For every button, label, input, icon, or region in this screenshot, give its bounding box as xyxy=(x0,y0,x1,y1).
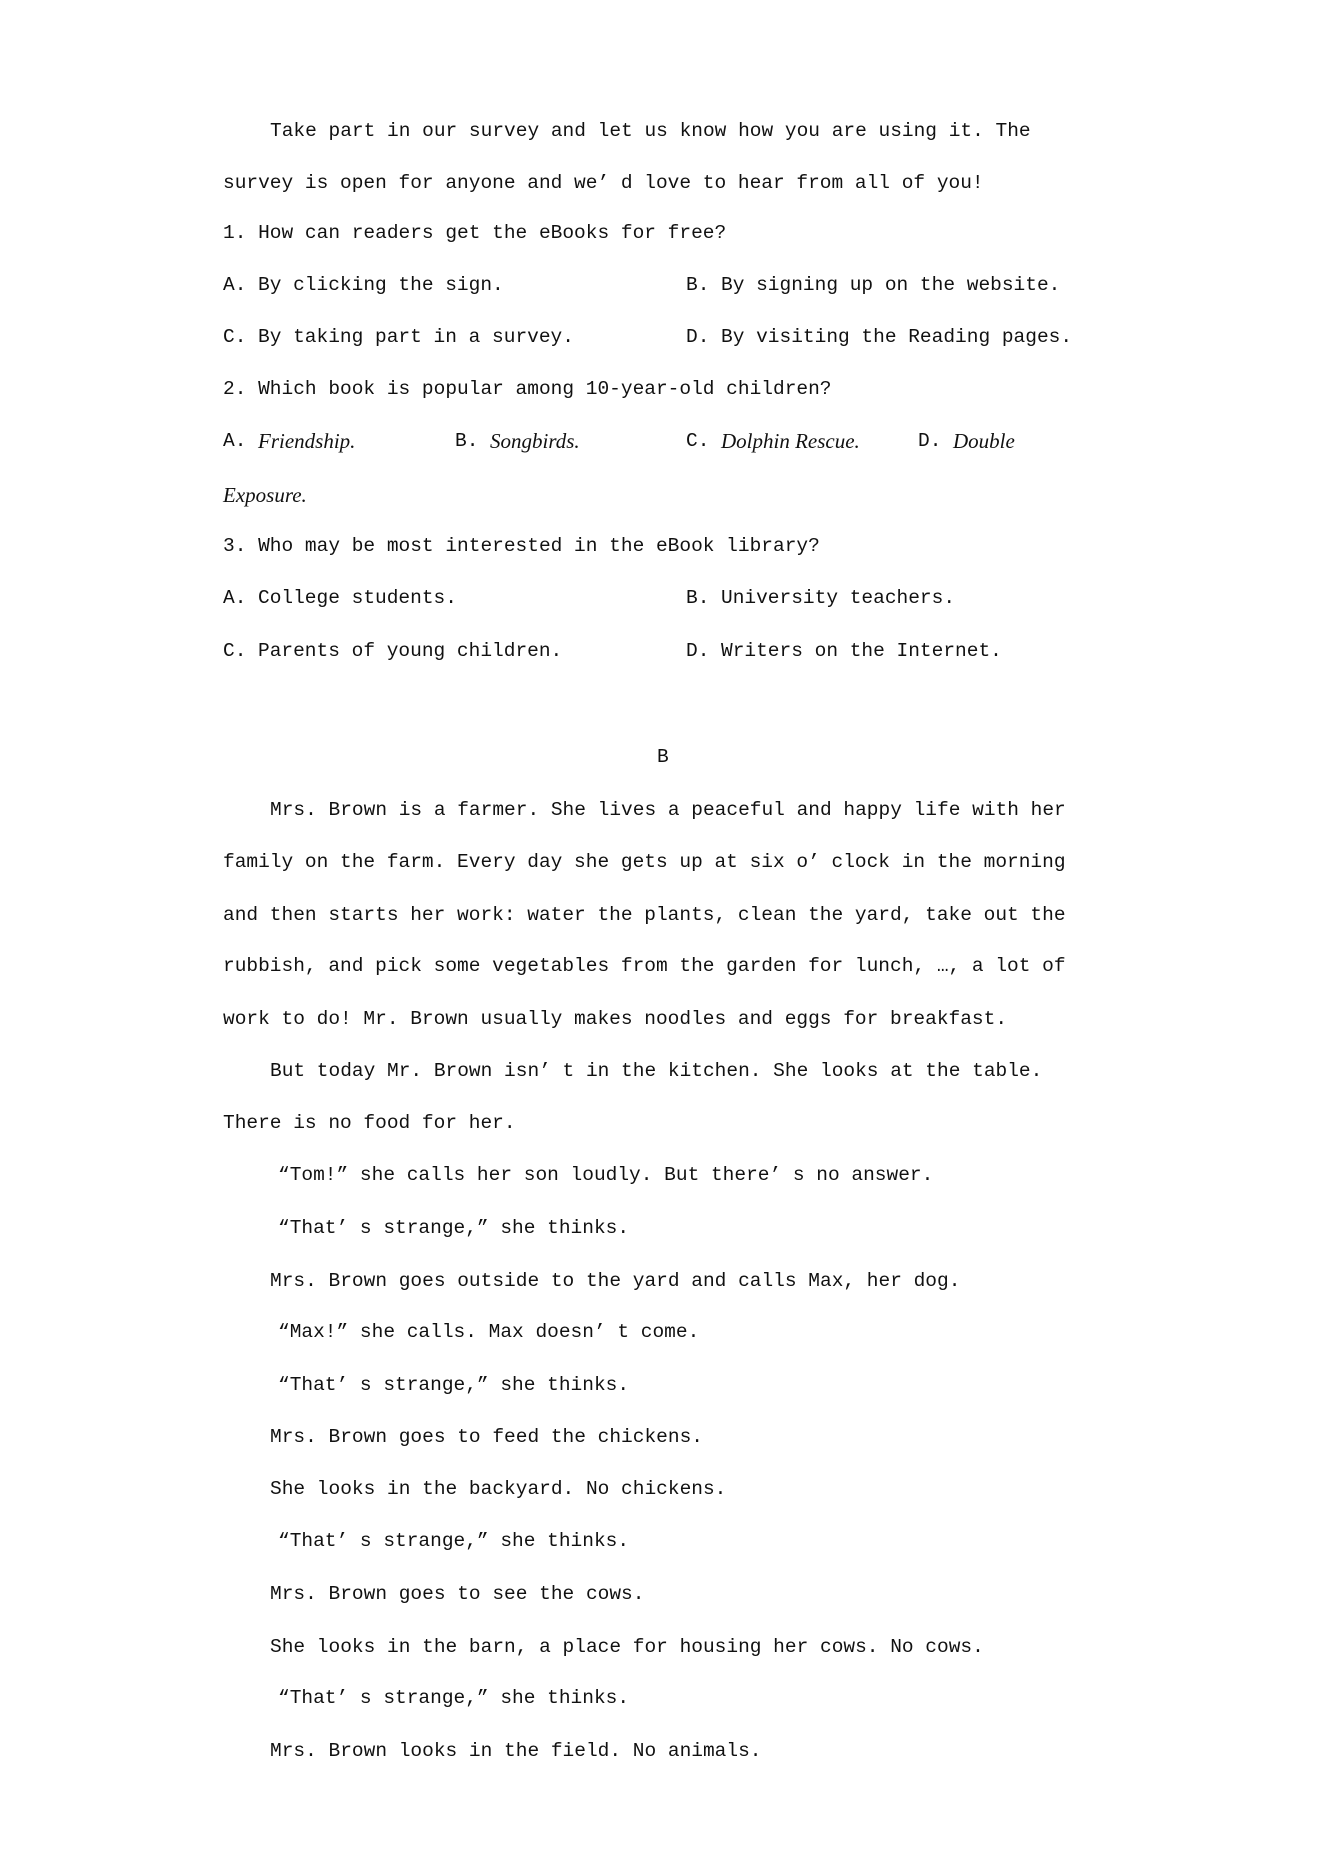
text: and then starts her work: water the plants, clean the yard, take out the xyxy=(223,904,1066,926)
story-line xyxy=(270,1477,726,1501)
story-line xyxy=(270,1739,761,1763)
story-line xyxy=(223,1111,516,1135)
story-line xyxy=(278,1163,933,1187)
question-stem: 3. Who may be most interested in the eBook library? xyxy=(223,535,820,557)
question-3 xyxy=(223,534,820,558)
question-stem: 1. How can readers get the eBooks for free? xyxy=(223,222,727,244)
option-text: Songbirds. xyxy=(490,429,580,453)
text: work to do! Mr. Brown usually makes noodles and eggs for breakfast. xyxy=(223,1008,1008,1030)
question-2 xyxy=(223,377,832,401)
text: There is no food for her. xyxy=(223,1112,516,1134)
option-letter: B. xyxy=(686,587,722,609)
text: “That’ s strange,” she thinks. xyxy=(278,1530,630,1552)
story-line xyxy=(270,1425,703,1449)
story-line xyxy=(223,903,1066,927)
text: Mrs. Brown goes to feed the chickens. xyxy=(270,1426,703,1448)
text: “That’ s strange,” she thinks. xyxy=(278,1687,630,1709)
option-text: By taking part in a survey. xyxy=(258,326,574,348)
story-line xyxy=(278,1320,699,1344)
text: survey is open for anyone and we’ d love to hear from all of you! xyxy=(223,172,984,194)
text: family on the farm. Every day she gets up at six o’ clock in the morning xyxy=(223,851,1066,873)
text: “Max!” she calls. Max doesn’ t come. xyxy=(278,1321,700,1343)
option-text: By signing up on the website. xyxy=(721,274,1061,296)
option-text: University teachers. xyxy=(721,587,956,609)
story-line xyxy=(270,1269,960,1293)
text: Mrs. Brown goes to see the cows. xyxy=(270,1583,645,1605)
section-b-heading xyxy=(657,745,669,769)
story-line xyxy=(278,1373,629,1397)
paragraph-line xyxy=(223,171,984,195)
story-line xyxy=(270,1059,1042,1083)
text: Take part in our survey and let us know how you are using it. The xyxy=(270,120,1031,142)
option-letter: A. xyxy=(223,274,259,296)
option-letter: C. xyxy=(223,326,259,348)
text: But today Mr. Brown isn’ t in the kitchen. She looks at the table. xyxy=(270,1060,1043,1082)
question-1 xyxy=(223,221,726,245)
story-line xyxy=(278,1216,629,1240)
paragraph-line xyxy=(270,119,1031,143)
text: She looks in the barn, a place for housing her cows. No cows. xyxy=(270,1636,984,1658)
question-stem: 2. Which book is popular among 10-year-old children? xyxy=(223,378,832,400)
option-letter: A. xyxy=(223,430,259,452)
option-letter: A. xyxy=(223,587,259,609)
option-letter: B. xyxy=(455,430,491,452)
option-text: Writers on the Internet. xyxy=(721,640,1002,662)
text: “Tom!” she calls her son loudly. But there’ s no answer. xyxy=(278,1164,934,1186)
option-text: Exposure. xyxy=(223,483,307,507)
story-line xyxy=(223,850,1066,874)
text: Mrs. Brown is a farmer. She lives a peaceful and happy life with her xyxy=(270,799,1066,821)
option-letter: D. xyxy=(686,640,722,662)
story-line xyxy=(278,1529,629,1553)
section-heading: B xyxy=(657,746,669,768)
text: Mrs. Brown goes outside to the yard and calls Max, her dog. xyxy=(270,1270,961,1292)
story-line xyxy=(270,1582,644,1606)
story-line xyxy=(270,1635,984,1659)
text: Mrs. Brown looks in the field. No animals. xyxy=(270,1740,762,1762)
option-text: By visiting the Reading pages. xyxy=(721,326,1073,348)
option-text: Parents of young children. xyxy=(258,640,563,662)
options-row-cont xyxy=(223,483,307,509)
option-letter: C. xyxy=(223,640,259,662)
text: She looks in the backyard. No chickens. xyxy=(270,1478,727,1500)
story-line xyxy=(278,1686,629,1710)
option-letter: D. xyxy=(686,326,722,348)
story-line xyxy=(223,1007,1007,1031)
option-text: By clicking the sign. xyxy=(258,274,504,296)
option-text: Double xyxy=(953,429,1015,453)
story-line xyxy=(223,954,1066,978)
option-letter: B. xyxy=(686,274,722,296)
text: “That’ s strange,” she thinks. xyxy=(278,1374,630,1396)
text: rubbish, and pick some vegetables from the garden for lunch, …, a lot of xyxy=(223,955,1066,977)
option-letter: D. xyxy=(918,430,954,452)
option-text: College students. xyxy=(258,587,457,609)
story-line xyxy=(270,798,1066,822)
option-text: Friendship. xyxy=(258,429,356,453)
text: “That’ s strange,” she thinks. xyxy=(278,1217,630,1239)
option-letter: C. xyxy=(686,430,722,452)
option-text: Dolphin Rescue. xyxy=(721,429,860,453)
